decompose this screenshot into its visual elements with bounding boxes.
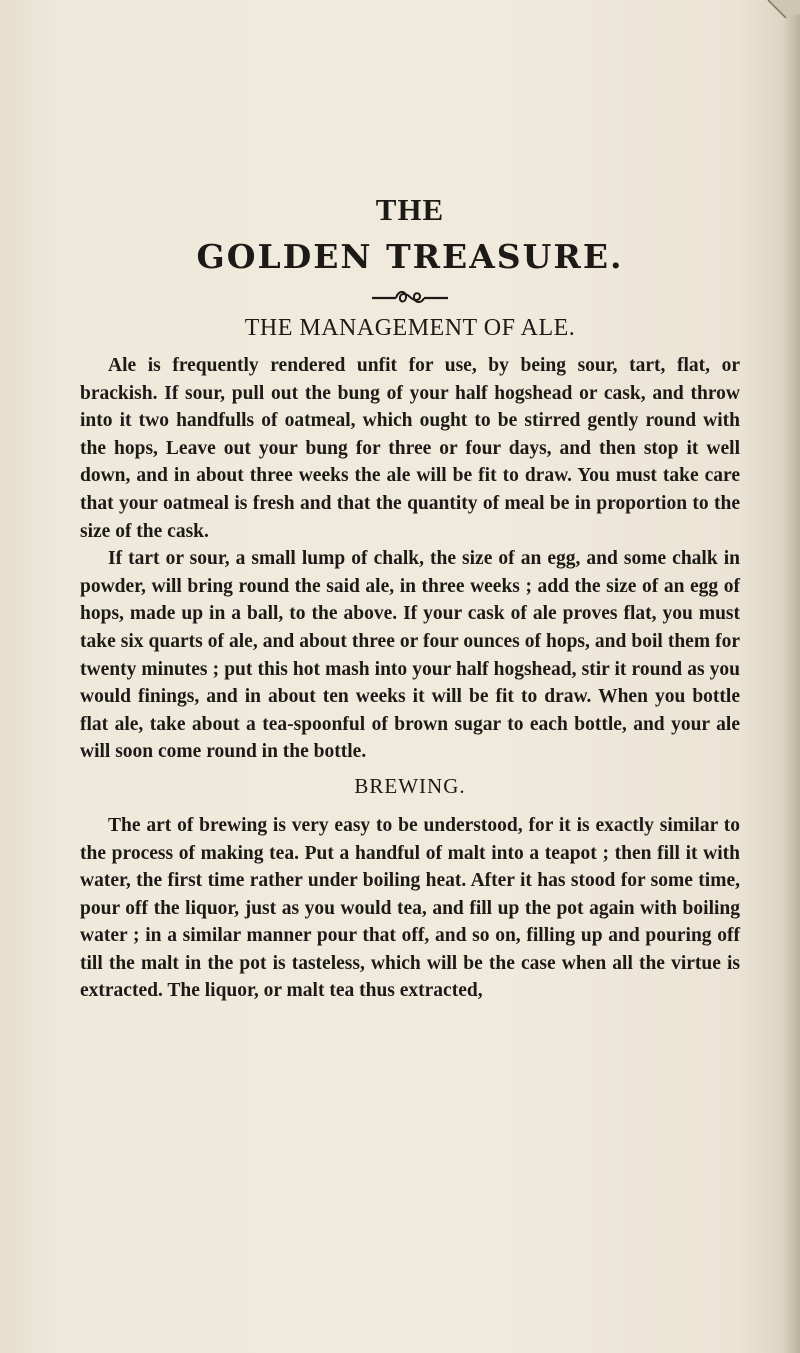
- paragraph-ale-sour: Ale is frequently rendered unfit for use, by being sour, tart, flat, or brackish. If sour, pull out the bung of your half hogshead or cask, and throw into it two handfulls of oatmeal, which ought to be stirred gently round with the hops, Leave out your bung for three or four days, and then stop it well down, and in about three weeks the ale will be fit to draw. You must take care that your oatmeal is fresh and that the quantity of meal be in proportion to the size of the cask.: [80, 355, 740, 542]
- page-content: [80, 190, 740, 1005]
- paragraph-brewing: The art of brewing is very easy to be understood, for it is exactly similar to the process of making tea. Put a handful of malt into a teapot ; then fill it with water, the first time rather under boiling heat. After it has stood for some time, pour off the liquor, just as you would tea, and fill up the pot again with boiling water ; in a similar manner pour that off, and so on, filling up and pouring off till the malt in the pot is tasteless, which will be the case when all the virtue is extracted. The liquor, or malt tea thus extracted,: [80, 814, 740, 1002]
- page-corner-fold-icon: [760, 0, 800, 40]
- section-heading-brewing: BREWING.: [354, 773, 466, 798]
- ornament-divider-icon: [370, 288, 450, 306]
- page-edge-shadow: [782, 0, 800, 1353]
- paragraph-ale-tart: If tart or sour, a small lump of chalk, the size of an egg, and some chalk in powder, will bring round the said ale, in three weeks ; add the size of an egg of hops, made up in a ball, to the above. If your cask of ale proves flat, you must take six quarts of ale, and about three or four ounces of hops, and boil them for twenty minutes ; put this hot mash into your half hogshead, stir it round as you would finings, and in about ten weeks it will be fit to draw. When you bottle flat ale, take about a tea-spoonful of brown sugar to each bottle, and your ale will soon come round in the bottle.: [80, 548, 740, 763]
- book-title-line1: THE: [375, 192, 445, 227]
- section-heading-management-of-ale: THE MANAGEMENT OF ALE.: [244, 315, 576, 341]
- book-title-line2: GOLDEN TREASURE.: [196, 237, 624, 276]
